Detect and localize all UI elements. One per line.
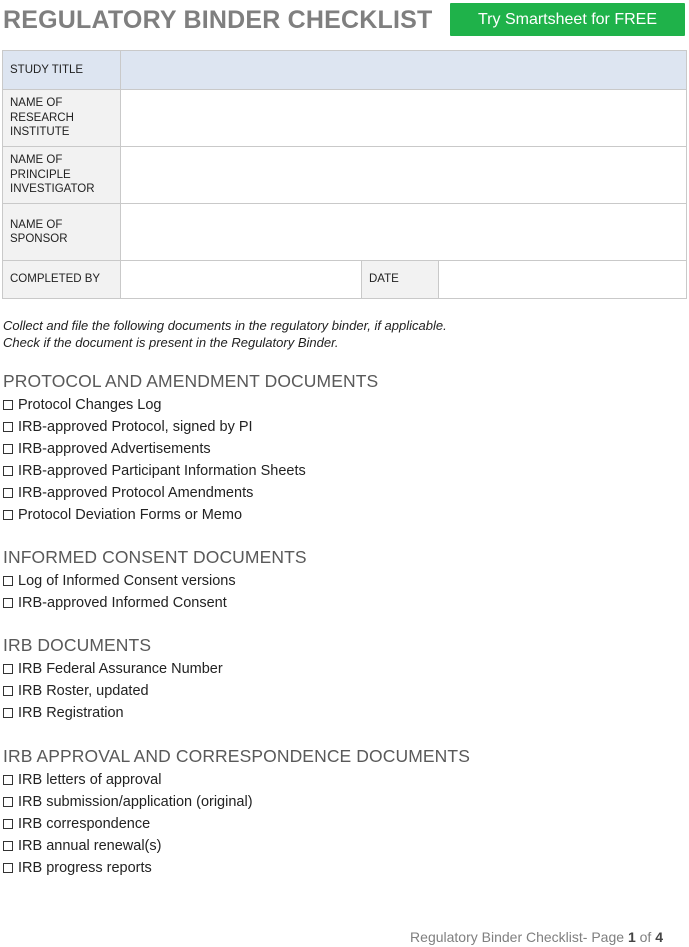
footer-page-number: 1	[627, 929, 636, 945]
checklist-item	[3, 570, 307, 592]
checklist-item-label: IRB-approved Protocol Amendments	[18, 485, 254, 501]
checkbox[interactable]	[3, 576, 13, 586]
checklist-item	[3, 394, 378, 416]
checklist-item	[3, 504, 378, 526]
research-institute-field[interactable]	[121, 90, 687, 147]
checklist-item	[3, 592, 307, 614]
checklist-item-label: IRB letters of approval	[18, 772, 162, 788]
checklist-item	[3, 702, 223, 724]
checkbox[interactable]	[3, 841, 13, 851]
footer-of: of	[635, 929, 656, 945]
checklist-item-label: IRB-approved Protocol, signed by PI	[18, 419, 253, 435]
section-protocol-amendment	[3, 370, 378, 526]
section-heading: IRB APPROVAL AND CORRESPONDENCE DOCUMENTS	[3, 746, 470, 766]
try-smartsheet-button[interactable]: Try Smartsheet for FREE	[450, 3, 685, 36]
research-institute-row	[3, 90, 687, 147]
checklist-item-label: IRB annual renewal(s)	[18, 838, 162, 854]
checklist-item-label: IRB Federal Assurance Number	[18, 661, 223, 677]
checklist-item-label: IRB correspondence	[18, 816, 151, 832]
sponsor-row	[3, 204, 687, 261]
instructions-line-1: Collect and file the following documents in the regulatory binder, if applicable.	[3, 318, 447, 333]
checkbox[interactable]	[3, 466, 13, 476]
footer-prefix: Regulatory Binder Checklist- Page	[410, 929, 628, 945]
checkbox[interactable]	[3, 775, 13, 785]
study-title-label: STUDY TITLE	[3, 51, 121, 90]
sponsor-field[interactable]	[121, 204, 687, 261]
date-field[interactable]	[439, 261, 687, 299]
section-heading: IRB DOCUMENTS	[3, 635, 152, 655]
checkbox[interactable]	[3, 444, 13, 454]
checklist-item	[3, 460, 378, 482]
research-institute-label: NAME OF RESEARCH INSTITUTE	[3, 90, 121, 147]
checkbox[interactable]	[3, 686, 13, 696]
section-irb-documents	[3, 634, 223, 724]
checklist-item-label: IRB-approved Informed Consent	[18, 595, 227, 611]
checklist-item	[3, 680, 223, 702]
completed-by-row	[3, 261, 687, 299]
checklist-item-label: Protocol Changes Log	[18, 397, 162, 413]
checklist-item	[3, 813, 470, 835]
checkbox[interactable]	[3, 598, 13, 608]
checkbox[interactable]	[3, 422, 13, 432]
section-irb-approval-correspondence	[3, 745, 470, 879]
checklist-item-label: IRB-approved Participant Information Sheets	[18, 463, 306, 479]
checklist-item-label: IRB Registration	[18, 705, 124, 721]
principal-investigator-row	[3, 147, 687, 204]
page-title: REGULATORY BINDER CHECKLIST	[3, 6, 433, 34]
checklist-item-label: IRB submission/application (original)	[18, 794, 253, 810]
section-informed-consent	[3, 546, 307, 614]
footer-page-total: 4	[655, 929, 663, 945]
study-title-field[interactable]	[121, 51, 687, 90]
study-title-row	[3, 51, 687, 90]
section-heading: PROTOCOL AND AMENDMENT DOCUMENTS	[3, 371, 379, 391]
principal-investigator-field[interactable]	[121, 147, 687, 204]
completed-by-field[interactable]	[121, 261, 362, 299]
checkbox[interactable]	[3, 400, 13, 410]
checkbox[interactable]	[3, 797, 13, 807]
page-footer	[410, 929, 663, 945]
checkbox[interactable]	[3, 510, 13, 520]
checklist-item	[3, 438, 378, 460]
checklist-item	[3, 835, 470, 857]
checklist-item-label: IRB-approved Advertisements	[18, 441, 211, 457]
checklist-item	[3, 769, 470, 791]
completed-by-label: COMPLETED BY	[3, 261, 121, 299]
checklist-item-label: Log of Informed Consent versions	[18, 573, 236, 589]
checklist-item	[3, 857, 470, 879]
checkbox[interactable]	[3, 708, 13, 718]
date-label: DATE	[362, 261, 439, 299]
checkbox[interactable]	[3, 819, 13, 829]
checklist-item	[3, 791, 470, 813]
checkbox[interactable]	[3, 488, 13, 498]
principal-investigator-label: NAME OF PRINCIPLE INVESTIGATOR	[3, 147, 121, 204]
sponsor-label: NAME OF SPONSOR	[3, 204, 121, 261]
checklist-item-label: IRB progress reports	[18, 860, 152, 876]
instructions-line-2: Check if the document is present in the Regulatory Binder.	[3, 334, 339, 350]
checklist-item	[3, 658, 223, 680]
study-info-table	[2, 50, 687, 299]
section-heading: INFORMED CONSENT DOCUMENTS	[3, 547, 307, 567]
checklist-item-label: IRB Roster, updated	[18, 683, 149, 699]
checklist-item	[3, 482, 378, 504]
checklist-item	[3, 416, 378, 438]
checkbox[interactable]	[3, 664, 13, 674]
checklist-item-label: Protocol Deviation Forms or Memo	[18, 507, 243, 523]
checkbox[interactable]	[3, 863, 13, 873]
instructions	[3, 318, 447, 351]
